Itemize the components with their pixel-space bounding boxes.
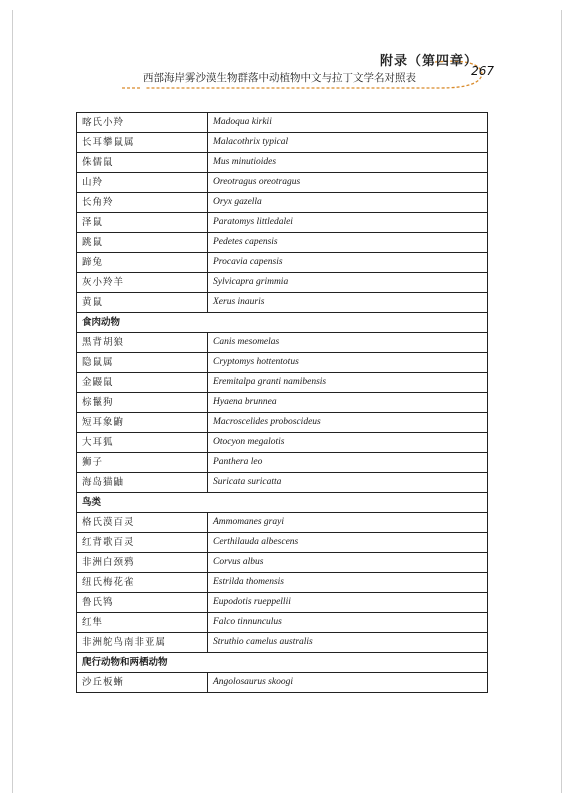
table-row (77, 273, 488, 293)
chinese-name-cell: 狮子 (77, 453, 208, 473)
table-row (77, 193, 488, 213)
section-title: 食肉动物 (77, 313, 488, 333)
latin-name-cell: Certhilauda albescens (208, 533, 488, 553)
table-row (77, 213, 488, 233)
latin-name-cell: Struthio camelus australis (208, 633, 488, 653)
table-row (77, 433, 488, 453)
table-row (77, 113, 488, 133)
latin-name-cell: Paratomys littledalei (208, 213, 488, 233)
page-header (0, 0, 570, 100)
chinese-name-cell: 泽鼠 (77, 213, 208, 233)
latin-name-cell: Oreotragus oreotragus (208, 173, 488, 193)
latin-name-cell: Eupodotis rueppellii (208, 593, 488, 613)
latin-name-cell: Canis mesomelas (208, 333, 488, 353)
table-row (77, 173, 488, 193)
chinese-name-cell: 沙丘板蜥 (77, 673, 208, 693)
chinese-name-cell: 侏儒鼠 (77, 153, 208, 173)
chinese-name-cell: 长耳攀鼠属 (77, 133, 208, 153)
section-header-row (77, 493, 488, 513)
chinese-name-cell: 红隼 (77, 613, 208, 633)
chinese-name-cell: 非洲白颈鸦 (77, 553, 208, 573)
chinese-name-cell: 跳鼠 (77, 233, 208, 253)
table-row (77, 513, 488, 533)
latin-name-cell: Pedetes capensis (208, 233, 488, 253)
table-body (77, 113, 488, 693)
table-row (77, 553, 488, 573)
chinese-name-cell: 大耳狐 (77, 433, 208, 453)
chinese-name-cell: 格氏漠百灵 (77, 513, 208, 533)
appendix-title: 附录（第四章） (379, 54, 478, 69)
latin-name-cell: Sylvicapra grimmia (208, 273, 488, 293)
latin-name-cell: Corvus albus (208, 553, 488, 573)
chinese-name-cell: 黑背胡狼 (77, 333, 208, 353)
chinese-name-cell: 海岛猫鼬 (77, 473, 208, 493)
chinese-name-cell: 山羚 (77, 173, 208, 193)
latin-name-cell: Falco tinnunculus (208, 613, 488, 633)
latin-name-cell: Ammomanes grayi (208, 513, 488, 533)
table-row (77, 233, 488, 253)
table-row (77, 153, 488, 173)
latin-name-cell: Macroscelides proboscideus (208, 413, 488, 433)
section-header-row (77, 313, 488, 333)
section-header-row (77, 653, 488, 673)
latin-name-cell: Oryx gazella (208, 193, 488, 213)
table-row (77, 333, 488, 353)
table-row (77, 293, 488, 313)
latin-name-cell: Xerus inauris (208, 293, 488, 313)
section-title: 鸟类 (77, 493, 488, 513)
table-row (77, 613, 488, 633)
latin-name-cell: Procavia capensis (208, 253, 488, 273)
chinese-name-cell: 棕鬣狗 (77, 393, 208, 413)
latin-name-cell: Angolosaurus skoogi (208, 673, 488, 693)
latin-name-cell: Cryptomys hottentotus (208, 353, 488, 373)
table-row (77, 473, 488, 493)
chinese-name-cell: 非洲鸵鸟南非亚属 (77, 633, 208, 653)
chinese-name-cell: 黄鼠 (77, 293, 208, 313)
latin-name-cell: Hyaena brunnea (208, 393, 488, 413)
table-row (77, 413, 488, 433)
section-title: 爬行动物和两栖动物 (77, 653, 488, 673)
latin-name-cell: Panthera leo (208, 453, 488, 473)
running-title: 西部海岸雾沙漠生物群落中动植物中文与拉丁文学名对照表 (143, 72, 416, 84)
chinese-name-cell: 蹄兔 (77, 253, 208, 273)
table-row (77, 253, 488, 273)
header-decoration (0, 0, 570, 100)
chinese-name-cell: 金鼹鼠 (77, 373, 208, 393)
latin-name-cell: Malacothrix typical (208, 133, 488, 153)
table-row (77, 133, 488, 153)
latin-name-cell: Eremitalpa granti namibensis (208, 373, 488, 393)
chinese-name-cell: 隐鼠属 (77, 353, 208, 373)
latin-name-cell: Mus minutioides (208, 153, 488, 173)
chinese-name-cell: 纽氏梅花雀 (77, 573, 208, 593)
table-row (77, 573, 488, 593)
species-name-table (76, 112, 488, 693)
latin-name-cell: Otocyon megalotis (208, 433, 488, 453)
latin-name-cell: Estrilda thomensis (208, 573, 488, 593)
latin-name-cell: Suricata suricatta (208, 473, 488, 493)
chinese-name-cell: 红背歌百灵 (77, 533, 208, 553)
chinese-name-cell: 喀氏小羚 (77, 113, 208, 133)
table-row (77, 633, 488, 653)
latin-name-cell: Madoqua kirkii (208, 113, 488, 133)
table-row (77, 673, 488, 693)
table-row (77, 353, 488, 373)
chinese-name-cell: 鲁氏鸨 (77, 593, 208, 613)
page-number: 267 (471, 64, 494, 78)
table-row (77, 373, 488, 393)
chinese-name-cell: 长角羚 (77, 193, 208, 213)
table-row (77, 593, 488, 613)
chinese-name-cell: 短耳象鼩 (77, 413, 208, 433)
table-row (77, 393, 488, 413)
chinese-name-cell: 灰小羚羊 (77, 273, 208, 293)
table-row (77, 533, 488, 553)
table-row (77, 453, 488, 473)
